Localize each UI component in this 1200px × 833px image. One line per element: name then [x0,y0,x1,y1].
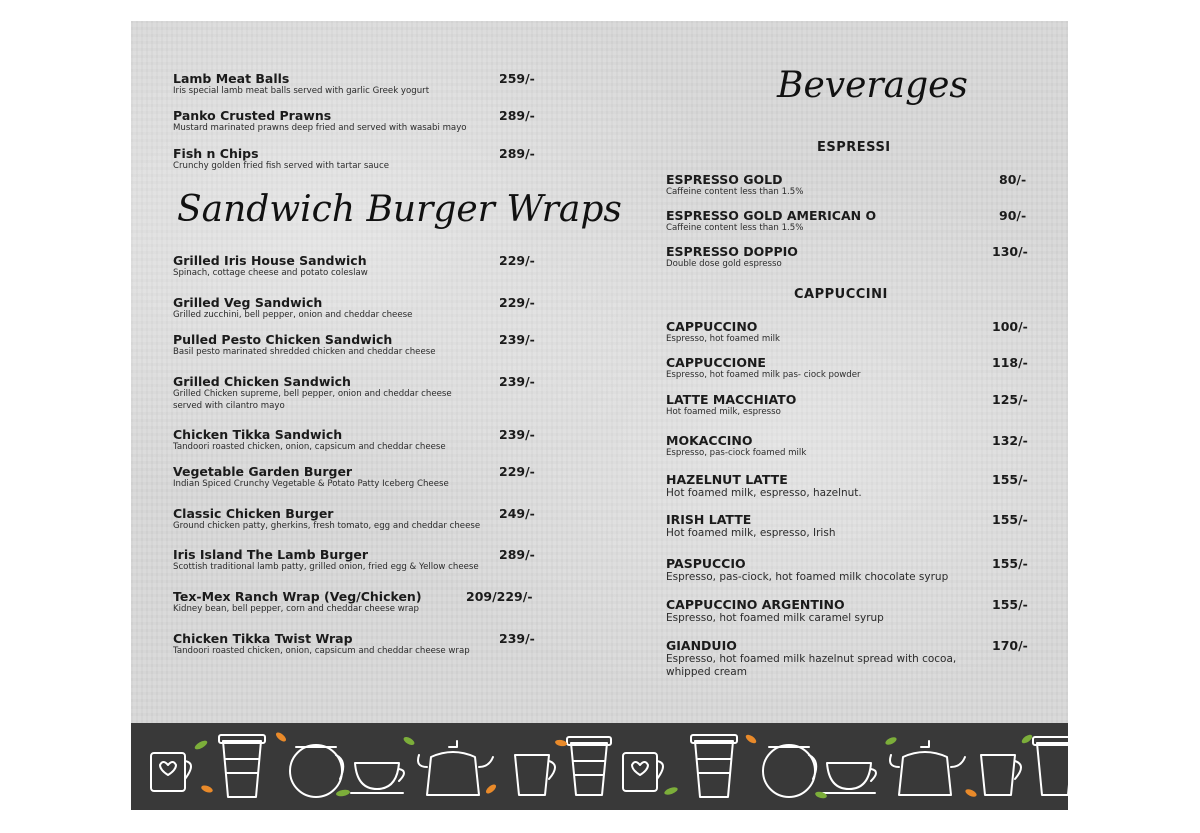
item-price: 170/- [992,638,1028,653]
item-description-continued: whipped cream [666,666,747,678]
item-price: 132/- [992,433,1028,448]
item-description: Indian Spiced Crunchy Vegetable & Potato Patty Iceberg Cheese [173,479,449,489]
menu-item [173,71,493,98]
menu-item [666,556,986,584]
item-price: 229/- [499,464,535,479]
item-price: 289/- [499,547,535,562]
item-name: CAPPUCCINO [666,319,758,334]
item-name: Grilled Chicken Sandwich [173,374,351,389]
item-price: 229/- [499,295,535,310]
menu-item [666,433,976,460]
menu-item [173,332,493,359]
item-description: Ground chicken patty, gherkins, fresh tomato, egg and cheddar cheese [173,521,481,531]
item-description: Crunchy golden fried fish served with tartar sauce [173,161,390,171]
item-price: 239/- [499,427,535,442]
item-name: Grilled Iris House Sandwich [173,253,367,268]
item-name: Tex-Mex Ranch Wrap (Veg/Chicken) [173,589,422,604]
item-price: 155/- [992,556,1028,571]
item-price: 239/- [499,332,535,347]
menu-item [173,427,493,454]
menu-page [131,21,1068,723]
takeaway-cup-icon [691,735,737,797]
menu-item [173,108,493,135]
item-name: Classic Chicken Burger [173,506,334,521]
item-name: Pulled Pesto Chicken Sandwich [173,332,393,347]
item-description: Hot foamed milk, espresso [666,407,781,417]
item-name: Chicken Tikka Sandwich [173,427,343,442]
item-description: Espresso, hot foamed milk caramel syrup [666,612,884,624]
item-description: Tandoori roasted chicken, onion, capsicum and cheddar cheese wrap [173,646,470,656]
menu-item [173,253,493,280]
item-description: Grilled zucchini, bell pepper, onion and cheddar cheese [173,310,413,320]
item-name: HAZELNUT LATTE [666,472,788,487]
item-price: 259/- [499,71,535,86]
item-price: 229/- [499,253,535,268]
subsection-title-cappuccini: CAPPUCCINI [794,287,888,302]
takeaway-cup-icon [219,735,265,797]
item-name: Iris Island The Lamb Burger [173,547,369,562]
takeaway-cup-icon [567,737,611,795]
menu-item [666,392,976,419]
item-name: Grilled Veg Sandwich [173,295,323,310]
coffee-doodle-pattern [131,723,1068,810]
item-price: 155/- [992,512,1028,527]
item-description: Kidney bean, bell pepper, corn and cheddar cheese wrap [173,604,420,614]
section-title-beverages: Beverages [777,65,968,106]
menu-item [666,319,976,346]
menu-item [666,472,986,500]
item-price: 155/- [992,597,1028,612]
item-description: Espresso, hot foamed milk hazelnut spread with cocoa, [666,653,957,665]
item-description: Double dose gold espresso [666,259,782,269]
item-description: Basil pesto marinated shredded chicken and cheddar cheese [173,347,436,357]
menu-item [666,638,986,679]
item-price: 239/- [499,631,535,646]
coffee-pot-icon [763,745,816,797]
coffee-pot-icon [290,745,343,797]
kettle-icon [418,741,493,795]
item-name: MOKACCINO [666,433,753,448]
item-description: Caffeine content less than 1.5% [666,223,804,233]
item-name: Chicken Tikka Twist Wrap [173,631,353,646]
item-name: ESPRESSO GOLD AMERICAN O [666,208,877,223]
item-description: Hot foamed milk, espresso, hazelnut. [666,487,862,499]
menu-item [666,355,976,382]
subsection-title-espressi: ESPRESSI [817,140,891,155]
takeaway-cup-icon [1033,737,1068,795]
item-description: Espresso, hot foamed milk pas- ciock powder [666,370,861,380]
item-description: Iris special lamb meat balls served with garlic Greek yogurt [173,86,430,96]
item-description: Caffeine content less than 1.5% [666,187,804,197]
item-name: Panko Crusted Prawns [173,108,332,123]
item-price: 90/- [999,208,1027,223]
item-name: CAPPUCCINO ARGENTINO [666,597,845,612]
item-price: 209/229/- [466,589,533,604]
item-price: 289/- [499,108,535,123]
item-price: 155/- [992,472,1028,487]
menu-item [173,589,493,616]
mug-icon [981,755,1021,795]
item-price: 125/- [992,392,1028,407]
item-description: Scottish traditional lamb patty, grilled onion, fried egg & Yellow cheese [173,562,479,572]
menu-item [666,512,986,540]
item-description: Tandoori roasted chicken, onion, capsicum and cheddar cheese [173,442,446,452]
item-name: Fish n Chips [173,146,259,161]
item-price: 118/- [992,355,1028,370]
item-price: 130/- [992,244,1028,259]
item-price: 239/- [499,374,535,389]
item-description-continued: served with cilantro mayo [173,400,285,411]
item-name: Lamb Meat Balls [173,71,290,86]
item-description: Grilled Chicken supreme, bell pepper, onion and cheddar cheese [173,389,452,399]
item-description: Espresso, hot foamed milk [666,334,780,344]
item-price: 249/- [499,506,535,521]
item-name: IRISH LATTE [666,512,752,527]
leaf-accents [193,731,1033,800]
mug-icon [515,755,555,795]
menu-item [173,506,493,533]
item-description: Hot foamed milk, espresso, Irish [666,527,836,539]
menu-item [173,374,493,412]
item-price: 100/- [992,319,1028,334]
menu-item [666,244,966,271]
menu-item [173,631,493,658]
teacup-icon [351,763,404,793]
item-name: ESPRESSO DOPPIO [666,244,798,259]
mug-icon [151,753,191,791]
teacup-icon [823,763,876,793]
item-name: LATTE MACCHIATO [666,392,797,407]
menu-item [173,464,493,491]
item-price: 80/- [999,172,1027,187]
item-description: Mustard marinated prawns deep fried and served with wasabi mayo [173,123,467,133]
menu-item [666,597,986,625]
item-name: CAPPUCCIONE [666,355,766,370]
item-name: Vegetable Garden Burger [173,464,353,479]
menu-item [173,547,493,574]
item-price: 289/- [499,146,535,161]
menu-item [666,208,966,235]
item-description: Spinach, cottage cheese and potato coleslaw [173,268,368,278]
coffee-doodle-footer [131,723,1068,810]
item-description: Espresso, pas-ciock, hot foamed milk chocolate syrup [666,571,949,583]
menu-item [173,146,493,173]
kettle-icon [890,741,965,795]
item-name: GIANDUIO [666,638,737,653]
item-name: PASPUCCIO [666,556,746,571]
mug-icon [623,753,663,791]
section-title-sandwich-burger-wraps: Sandwich Burger Wraps [177,189,622,230]
item-description: Espresso, pas-ciock foamed milk [666,448,807,458]
item-name: ESPRESSO GOLD [666,172,783,187]
menu-item [666,172,966,199]
menu-item [173,295,493,322]
